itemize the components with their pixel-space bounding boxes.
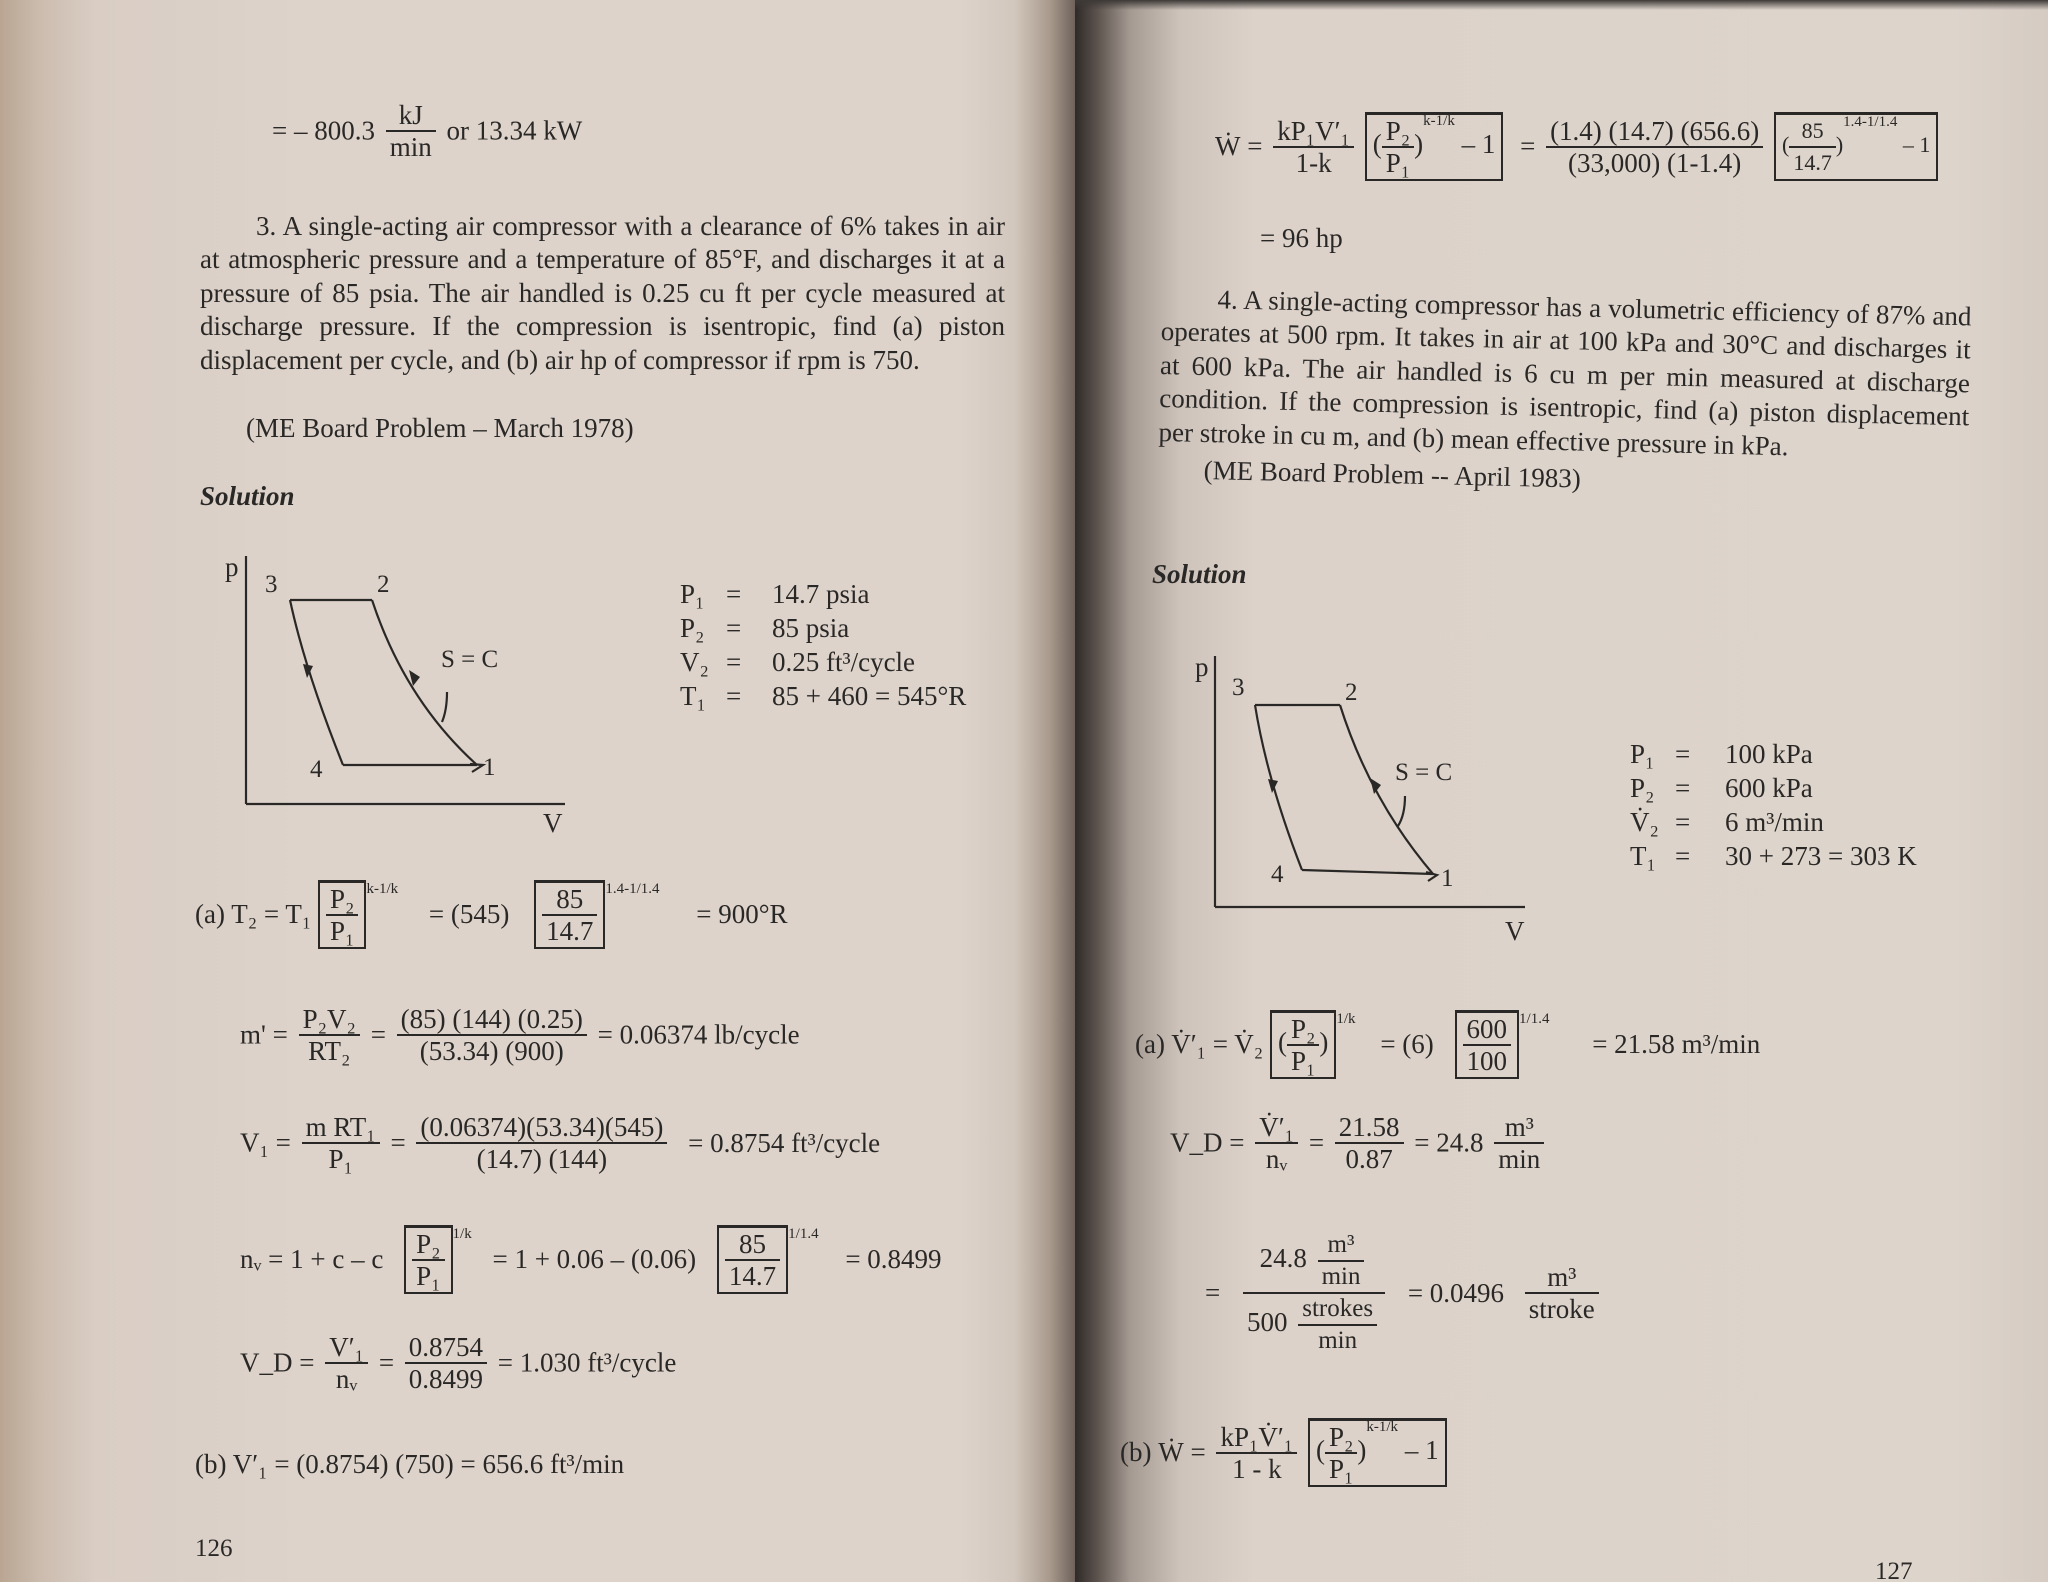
eq-nv-lhs: nᵥ = 1 + c – c [240,1244,384,1274]
point-3-label: 3 [265,571,278,598]
fraction-denominator: (14.7) (144) [476,1144,608,1174]
p-axis-label: p [1195,652,1209,682]
eq-a-result: = 900°R [696,899,788,929]
point-1-tick [1426,872,1437,881]
point-2-label: 2 [377,571,390,598]
eq-vd-lhs: V_D = [1170,1127,1245,1158]
fraction-numerator: P₂ [1382,116,1414,148]
fraction-numerator: strokes [1298,1294,1377,1326]
isentropic-label: S = C [1395,759,1453,786]
fraction-denominator: min [1321,1263,1361,1290]
given-value: 100 kPa [1725,739,1813,769]
problem-3-text: 3. A single-acting air compressor with a clearance of 6% takes in air at atmospheric pressure and a temperature of 85°F, and discharges it at a pressure of 85 psia. The air handled is 0.25 cu ft per cycle measured at discharge pressure. If the compression is isentropic, find (a) piston displacement per cycle, and (b) air hp of compressor if rpm is 750. [200,211,1005,375]
given-value: 85 + 460 = 545°R [772,681,967,711]
equation-v1 [240,1112,880,1174]
isentropic-label: S = C [441,646,499,673]
eq-a-mid: = (6) [1380,1029,1434,1059]
exponent: 1/k [452,1225,472,1242]
point-4-label: 4 [1271,861,1284,888]
eq-m-lhs: m' = [240,1019,288,1050]
given-symbol: V₂ [680,647,709,677]
fraction-numerator: m³ [1318,1230,1365,1262]
fraction-denominator: 0.87 [1345,1144,1393,1174]
eq-a-result: = 21.58 m³/min [1592,1029,1761,1059]
point-4-label: 4 [310,756,323,783]
fraction-numerator: 85 [725,1229,780,1261]
exponent: 1.4-1/1.4 [605,880,660,897]
top-line [272,100,582,162]
eq-vd-equals: = [1308,1127,1325,1158]
given-symbol: T₁ [1630,841,1656,871]
fraction-numerator: 85 [1789,116,1836,148]
fraction-denominator: min [1318,1327,1358,1354]
right-page [1075,0,2048,1582]
equation-b-flow: (b) V′₁ = (0.8754) (750) = 656.6 ft³/min [195,1449,625,1479]
fraction-numerator: 0.8754 [405,1332,487,1364]
v-axis-label: V [1505,916,1525,946]
exponent: k-1/k [366,880,399,897]
eq-vd2-mid: = 0.0496 [1407,1277,1505,1308]
fraction-denominator: nᵥ [335,1364,358,1394]
fraction-denominator: RT₂ [308,1036,351,1066]
down-arrow-icon [1268,779,1278,793]
fraction-numerator: P₂ [1325,1422,1357,1454]
page-number-right: 127 [1875,1558,1913,1582]
exponent: k-1/k [1423,113,1455,130]
fraction-numerator: (0.06374)(53.34)(545) [416,1112,667,1144]
problem-4-text: 4. A single-acting compressor has a volumetric efficiency of 87% and operates at 500 rpm. It takes in air at 100 kPa and 30°C and discharges it at 600 kPa. The air handled is 6 cu m per min measured at discharge condition. If the compression is isentropic, find (a) piston displacement per stroke in cu m, and (b) mean effective pressure in kPa. [1158,284,1972,461]
fraction-denominator: P₁ [330,916,355,946]
pv-diagram [215,550,575,850]
point-1-label: 1 [483,754,496,781]
fraction-numerator: 85 [542,884,597,916]
solution-heading-right: Solution [1152,559,1247,589]
given-equals: = [726,681,742,711]
top-value: 24.8 [1259,1243,1307,1274]
fraction-numerator: (1.4) (14.7) (656.6) [1546,116,1763,148]
equation-a-flow: (a) V̇′₁ = V̇₂ ( $\frac{\text{P₂}}{\text{P₁}}$ )$^{1/k}$ = (6) $\frac{600}{100}$ $^{1/1.4}$ = 21.58 m³/min [1135,1010,1760,1079]
eq-w-equals: = [1520,131,1536,161]
given-equals: = [1675,807,1691,837]
page-edge-shadow [1075,0,2048,10]
fraction-numerator: kP₁V′₁ [1273,116,1354,148]
equation-displacement-right [1170,1112,1548,1174]
eq-w-lhs: Ẇ = [1215,131,1263,161]
bottom-value: 500 [1246,1307,1288,1338]
fraction-denominator: P₁ [1385,148,1411,178]
eq-b-label: (b) Ẇ = [1120,1437,1206,1467]
minus-one: – 1 [1461,129,1496,160]
eq-v1-lhs: V₁ = [240,1127,291,1158]
eq-m-equals: = [370,1019,386,1050]
fraction-denominator: 0.8499 [408,1364,484,1394]
top-line-tail: or 13.34 kW [446,115,583,146]
v-axis-label: V [543,808,563,838]
given-symbol: T₁ [680,681,706,711]
fraction-denominator: stroke [1528,1294,1595,1324]
top-line-lhs: = – 800.3 [272,115,375,146]
problem-4-block [1157,282,1971,499]
fraction-denominator: min [1498,1144,1541,1174]
given-equals: = [726,579,742,609]
eq-v1-equals: = [390,1127,406,1158]
p-axis-label: p [225,552,239,582]
fraction-denominator: 14.7 [728,1261,777,1291]
exponent: k-1/k [1366,1419,1399,1436]
given-symbol: P₂ [1630,773,1655,803]
fraction-numerator: kP₁V̇′₁ [1216,1422,1297,1454]
problem-4-source: (ME Board Problem -- April 1983) [1203,455,1582,494]
exponent: 1/1.4 [788,1225,819,1242]
fraction-denominator: 14.7 [546,916,594,946]
point-2-label: 2 [1345,679,1358,706]
fraction-numerator: m³ [1494,1112,1544,1144]
given-equals: = [1675,773,1691,803]
given-symbol: P₂ [680,613,705,643]
given-equals: = [726,647,742,677]
process-3-4-curve [1255,705,1302,870]
process-3-4-curve [290,600,343,765]
eq-a-label: (a) V̇′₁ = V̇₂ [1135,1029,1264,1059]
fraction-numerator: 600 [1463,1014,1512,1046]
problem-3-source: (ME Board Problem – March 1978) [246,413,634,443]
fraction-numerator: 21.58 [1335,1112,1404,1144]
solution-heading: Solution [200,481,295,511]
given-symbol: P₁ [1630,739,1655,769]
eq-vd2-equals: = [1205,1277,1221,1308]
process-4-1-line [1302,870,1433,874]
eq-vd-equals: = [378,1347,395,1378]
eq-vd-lhs: V_D = [240,1347,315,1378]
given-equals: = [1675,739,1691,769]
equation-displacement [240,1332,676,1394]
equation-a-t2 [195,880,788,949]
given-equals: = [726,613,742,643]
pv-diagram-right [1185,650,1545,970]
given-value: 6 m³/min [1725,807,1824,837]
exponent: 1/1.4 [1519,1010,1550,1027]
fraction-numerator: V′₁ [325,1332,368,1364]
given-symbol: V̇₂ [1630,807,1659,837]
fraction-denominator: P₁ [328,1144,353,1174]
point-1-label: 1 [1441,865,1454,892]
eq-a-label: (a) T₂ = T₁ [195,899,312,929]
given-value: 14.7 psia [772,579,870,609]
fraction-numerator: P₂ [326,884,358,916]
exponent: 1.4-1/1.4 [1843,113,1898,130]
point-1-tick [470,764,483,772]
up-arrow-icon [1370,778,1381,794]
eq-v1-result: = 0.8754 ft³/cycle [688,1127,881,1158]
sc-leader-line [1398,796,1405,826]
fraction-denominator: P₁ [1328,1454,1354,1484]
fraction-numerator: P₂ [1287,1014,1319,1046]
given-value: 85 psia [772,613,850,643]
fraction-numerator: P₂ [412,1229,444,1261]
equation-mass [240,1004,800,1066]
fraction-denominator: 1-k [1295,147,1332,178]
fraction-numerator: V̇′₁ [1255,1112,1298,1144]
equation-work: Ẇ = $\frac{\text{kP₁V′₁}}{1-k}$ ( $\frac{\text{P₂}}{\text{P₁}}$ )$^{k-1/k}$ – 1 = $\frac{(1.4) (14.7) (656.6)}{(33,000) (1-1.4)}$ ( $\frac{85}{14.7}$ )$^{1.4-1/1.4}$ – 1 [1215,112,1938,181]
exponent: 1/k [1336,1010,1356,1027]
given-symbol: P₁ [680,579,705,609]
eq-nv-mid: = 1 + 0.06 – (0.06) [492,1244,697,1274]
fraction-denominator: P₁ [416,1261,441,1291]
process-1-2-curve [372,600,477,765]
fraction-numerator: m RT₁ [302,1112,380,1144]
eq-vd-mid: = 24.8 [1414,1127,1484,1158]
eq-nv-result: = 0.8499 [845,1244,942,1274]
given-value: 0.25 ft³/cycle [772,647,916,677]
fraction-denominator: 14.7 [1793,150,1832,175]
minus-one: – 1 [1902,132,1931,158]
work-result: = 96 hp [1260,223,1343,253]
point-3-label: 3 [1232,674,1245,701]
top-line-unit-den: min [389,132,432,162]
given-value: 600 kPa [1725,773,1813,803]
fraction-numerator: (85) (144) (0.25) [397,1004,587,1036]
eq-a-mid: = (545) [428,899,510,929]
fraction-denominator: 100 [1466,1046,1508,1076]
equation-displacement-per-stroke [1205,1230,1603,1356]
equation-b-work: (b) Ẇ = $\frac{\text{kP₁V̇′₁}}{1 - k}$ ( $\frac{\text{P₂}}{\text{P₁}}$ )$^{k-1/k}$ – 1 [1120,1418,1447,1487]
process-1-2-curve [1340,705,1433,874]
fraction-denominator: P₁ [1290,1046,1316,1076]
fraction-denominator: (53.34) (900) [419,1036,564,1066]
top-line-unit-num: kJ [386,100,436,132]
given-value: 30 + 273 = 303 K [1725,841,1917,871]
fraction-numerator: P₂V₂ [299,1004,360,1036]
given-equals: = [1675,841,1691,871]
page-number-left: 126 [195,1535,233,1562]
fraction-denominator: nᵥ [1265,1144,1288,1174]
fraction-denominator: (33,000) (1-1.4) [1568,147,1742,178]
minus-one: – 1 [1404,1435,1439,1466]
equation-volumetric-efficiency [240,1225,942,1294]
fraction-denominator: 1 - k [1232,1453,1282,1484]
sc-leader-line [442,692,447,722]
fraction-numerator: m³ [1525,1262,1599,1294]
eq-m-result: = 0.06374 lb/cycle [597,1019,800,1050]
eq-vd-result: = 1.030 ft³/cycle [497,1347,677,1378]
